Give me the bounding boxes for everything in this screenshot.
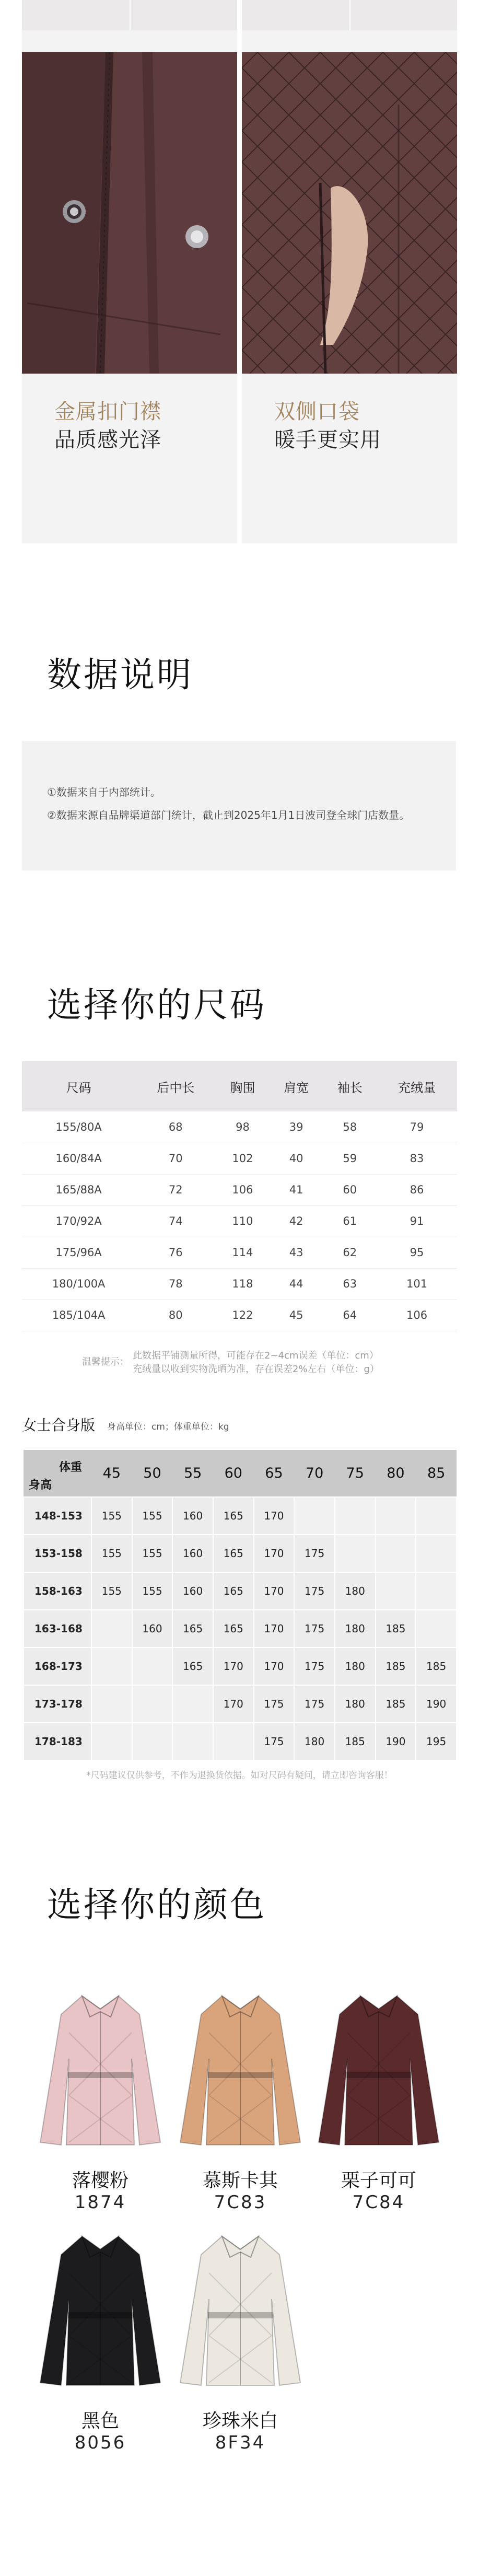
fit-size-cell: 170: [254, 1610, 295, 1647]
fit-size-cell: 180: [335, 1685, 376, 1723]
fit-weight-header: 60: [213, 1450, 254, 1497]
size-table-cell: 79: [377, 1111, 457, 1143]
size-table-row: [22, 1143, 457, 1174]
feature-subtitle: 品质感光泽: [54, 428, 161, 452]
size-table-cell: 160/84A: [22, 1143, 135, 1174]
fit-size-cell: [91, 1610, 132, 1647]
fit-size-cell: [335, 1497, 376, 1535]
fit-size-cell: [132, 1723, 173, 1760]
size-table-cell: 110: [216, 1205, 270, 1237]
size-table-cell: 106: [216, 1174, 270, 1205]
color-swatch-jacket[interactable]: [32, 2226, 168, 2393]
fit-size-cell: 190: [376, 1723, 416, 1760]
fit-size-cell: [294, 1497, 335, 1535]
size-table-cell: 180/100A: [22, 1268, 135, 1299]
size-table-cell: 58: [323, 1111, 377, 1143]
fit-size-cell: [132, 1685, 173, 1723]
fit-table-header: [24, 1450, 457, 1497]
size-table-cell: 185/104A: [22, 1299, 135, 1331]
fit-size-cell: 170: [254, 1535, 295, 1572]
color-code: 1874: [74, 2192, 126, 2213]
size-table-cell: 91: [377, 1205, 457, 1237]
fit-table-row: [24, 1497, 457, 1535]
fit-height-cell: 158-163: [24, 1572, 91, 1610]
fit-height-cell: 153-158: [24, 1535, 91, 1572]
size-header-cell: 充绒量: [377, 1061, 457, 1111]
fit-size-cell: [376, 1497, 416, 1535]
fit-height-cell: 173-178: [24, 1685, 91, 1723]
fit-size-cell: 155: [132, 1535, 173, 1572]
color-name: 黑色: [81, 2410, 119, 2432]
fit-table-row: [24, 1685, 457, 1723]
size-table-cell: 42: [270, 1205, 323, 1237]
feature-subtitle: 暖手更实用: [274, 428, 381, 452]
fit-units: 身高单位：cm；体重单位：kg: [107, 1422, 229, 1432]
size-tip-line-1: 此数据平铺测量所得，可能存在2~4cm误差（单位：cm）: [133, 1350, 379, 1361]
data-section-title: 数据说明: [47, 655, 193, 695]
size-table-cell: 101: [377, 1268, 457, 1299]
fit-size-cell: 175: [294, 1685, 335, 1723]
jacket-image: [32, 2226, 168, 2393]
fit-height-cell: 168-173: [24, 1647, 91, 1685]
fit-size-cell: [91, 1647, 132, 1685]
fit-size-cell: 165: [213, 1572, 254, 1610]
size-table-cell: 122: [216, 1299, 270, 1331]
fit-size-cell: 180: [335, 1647, 376, 1685]
size-table-row: [22, 1237, 457, 1268]
size-table-cell: 60: [323, 1174, 377, 1205]
fit-size-cell: 180: [335, 1610, 376, 1647]
size-table-cell: 98: [216, 1111, 270, 1143]
fit-size-cell: 160: [172, 1535, 213, 1572]
size-table-cell: 39: [270, 1111, 323, 1143]
color-name: 落樱粉: [72, 2170, 128, 2191]
fit-size-cell: [416, 1572, 457, 1610]
size-table-cell: 106: [377, 1299, 457, 1331]
feature-photo-pockets: [242, 52, 457, 374]
size-table-cell: 62: [323, 1237, 377, 1268]
size-table-cell: 74: [135, 1205, 216, 1237]
size-tip-label: 温馨提示：: [82, 1356, 129, 1367]
fit-size-cell: 185: [376, 1685, 416, 1723]
fit-size-cell: 175: [294, 1572, 335, 1610]
size-table-cell: 64: [323, 1299, 377, 1331]
color-swatch-jacket[interactable]: [172, 1986, 308, 2153]
fit-table: [23, 1450, 457, 1761]
feature-title: 金属扣门襟: [54, 400, 161, 424]
corner-weight-label: 体重: [59, 1461, 83, 1474]
size-table-cell: 72: [135, 1174, 216, 1205]
size-table-row: [22, 1205, 457, 1237]
size-table-cell: 175/96A: [22, 1237, 135, 1268]
fit-size-cell: 175: [294, 1647, 335, 1685]
feature-card-top: [242, 0, 457, 30]
fit-size-cell: 155: [132, 1497, 173, 1535]
fit-corner-cell: [24, 1450, 91, 1497]
size-table-row: [22, 1174, 457, 1205]
fit-size-cell: [172, 1685, 213, 1723]
fit-size-cell: 170: [213, 1685, 254, 1723]
fit-size-cell: [91, 1685, 132, 1723]
fit-size-cell: [416, 1535, 457, 1572]
fit-title: 女士合身版: [22, 1417, 96, 1434]
feature-card-top: [22, 0, 237, 30]
feature-card-buttons: [22, 0, 237, 543]
feature-card-pockets: [242, 0, 457, 543]
fit-size-cell: 175: [254, 1685, 295, 1723]
fit-size-cell: 165: [213, 1535, 254, 1572]
color-code: 7C83: [214, 2192, 267, 2213]
fit-size-cell: [132, 1647, 173, 1685]
feature-photo-buttons: [22, 52, 237, 374]
jacket-image: [311, 1986, 447, 2153]
jacket-image: [32, 1986, 168, 2153]
size-table-row: [22, 1299, 457, 1331]
size-section-title: 选择你的尺码: [47, 985, 266, 1025]
fit-size-cell: 190: [416, 1685, 457, 1723]
size-header-cell: 尺码: [22, 1061, 135, 1111]
size-table-cell: 63: [323, 1268, 377, 1299]
color-name: 珍珠米白: [202, 2410, 278, 2432]
fit-size-cell: 185: [416, 1647, 457, 1685]
fit-size-cell: 170: [213, 1647, 254, 1685]
fit-weight-header: 75: [335, 1450, 376, 1497]
fit-weight-header: 45: [91, 1450, 132, 1497]
fit-weight-header: 50: [132, 1450, 173, 1497]
size-header-cell: 肩宽: [270, 1061, 323, 1111]
fit-table-row: [24, 1572, 457, 1610]
size-table-cell: 40: [270, 1143, 323, 1174]
size-table-cell: 45: [270, 1299, 323, 1331]
fit-size-cell: [416, 1497, 457, 1535]
fit-size-cell: [416, 1610, 457, 1647]
fit-size-cell: 180: [294, 1723, 335, 1760]
color-code: 8F34: [215, 2432, 266, 2453]
color-name: 慕斯卡其: [202, 2170, 278, 2191]
fit-size-cell: [213, 1723, 254, 1760]
size-table-cell: 86: [377, 1174, 457, 1205]
fit-weight-header: 70: [294, 1450, 335, 1497]
fit-size-cell: 165: [213, 1610, 254, 1647]
color-swatch-jacket[interactable]: [311, 1986, 447, 2153]
size-header-cell: 袖长: [323, 1061, 377, 1111]
data-info-box: [22, 741, 456, 871]
size-table-cell: 80: [135, 1299, 216, 1331]
fit-size-cell: 175: [254, 1723, 295, 1760]
size-table-cell: 68: [135, 1111, 216, 1143]
fit-size-cell: 155: [91, 1497, 132, 1535]
fit-size-cell: 155: [91, 1572, 132, 1610]
size-tip-line-2: 充绒量以收到实物洗晒为准，存在误差2%左右（单位：g）: [133, 1364, 379, 1375]
fit-size-cell: 170: [254, 1647, 295, 1685]
feature-title: 双侧口袋: [274, 400, 360, 424]
fit-size-cell: 185: [376, 1610, 416, 1647]
corner-height-label: 身高: [29, 1479, 52, 1492]
size-table-cell: 170/92A: [22, 1205, 135, 1237]
fit-height-cell: 163-168: [24, 1610, 91, 1647]
size-table-cell: 95: [377, 1237, 457, 1268]
fit-size-cell: 160: [132, 1610, 173, 1647]
size-table-cell: 76: [135, 1237, 216, 1268]
color-name: 栗子可可: [341, 2170, 416, 2191]
fit-size-cell: 170: [254, 1572, 295, 1610]
fit-height-cell: 178-183: [24, 1723, 91, 1760]
fit-size-cell: 160: [172, 1497, 213, 1535]
fit-size-cell: 165: [213, 1497, 254, 1535]
size-header-cell: 胸围: [216, 1061, 270, 1111]
size-table-cell: 114: [216, 1237, 270, 1268]
size-table-row: [22, 1268, 457, 1299]
size-table-cell: 59: [323, 1143, 377, 1174]
fit-weight-header: 65: [254, 1450, 295, 1497]
fit-size-cell: 185: [335, 1723, 376, 1760]
size-table-cell: 78: [135, 1268, 216, 1299]
fit-size-cell: [172, 1723, 213, 1760]
fit-weight-header: 55: [172, 1450, 213, 1497]
fit-size-cell: 195: [416, 1723, 457, 1760]
size-table-cell: 165/88A: [22, 1174, 135, 1205]
size-table-cell: 83: [377, 1143, 457, 1174]
fit-size-cell: 170: [254, 1497, 295, 1535]
color-section-title: 选择你的颜色: [47, 1885, 266, 1925]
size-table-row: [22, 1111, 457, 1143]
color-swatch-jacket[interactable]: [32, 1986, 168, 2153]
color-code: 8056: [74, 2432, 126, 2453]
fit-table-row: [24, 1647, 457, 1685]
fit-footnote: *尺码建议仅供参考，不作为退换货依据。如对尺码有疑问，请立即咨询客服！: [86, 1770, 393, 1781]
size-table-cell: 43: [270, 1237, 323, 1268]
size-table-header: [22, 1061, 457, 1111]
fit-size-cell: [335, 1535, 376, 1572]
data-line-1: ①数据来自于内部统计。: [47, 786, 161, 798]
size-table-cell: 102: [216, 1143, 270, 1174]
size-table-cell: 155/80A: [22, 1111, 135, 1143]
size-table-cell: 44: [270, 1268, 323, 1299]
fit-size-cell: 160: [172, 1572, 213, 1610]
data-line-2: ②数据来源自品牌渠道部门统计，截止到2025年1月1日波司登全球门店数量。: [47, 809, 410, 821]
fit-size-cell: 185: [376, 1647, 416, 1685]
color-code: 7C84: [352, 2192, 405, 2213]
fit-size-cell: [376, 1572, 416, 1610]
fit-height-cell: 148-153: [24, 1497, 91, 1535]
fit-weight-header: 85: [416, 1450, 457, 1497]
fit-size-cell: 180: [335, 1572, 376, 1610]
fit-size-cell: 155: [132, 1572, 173, 1610]
fit-size-cell: 155: [91, 1535, 132, 1572]
size-table-cell: 41: [270, 1174, 323, 1205]
fit-size-cell: [91, 1723, 132, 1760]
fit-size-cell: [376, 1535, 416, 1572]
fit-table-row: [24, 1535, 457, 1572]
jacket-image: [172, 1986, 308, 2153]
jacket-image: [172, 2226, 308, 2393]
fit-table-row: [24, 1723, 457, 1760]
fit-size-cell: 165: [172, 1610, 213, 1647]
fit-size-cell: 175: [294, 1535, 335, 1572]
size-table-cell: 118: [216, 1268, 270, 1299]
fit-size-cell: 165: [172, 1647, 213, 1685]
size-table: [22, 1061, 457, 1331]
size-header-cell: 后中长: [135, 1061, 216, 1111]
fit-weight-header: 80: [376, 1450, 416, 1497]
size-table-cell: 70: [135, 1143, 216, 1174]
color-swatch-jacket[interactable]: [172, 2226, 308, 2393]
size-table-cell: 61: [323, 1205, 377, 1237]
fit-table-row: [24, 1610, 457, 1647]
fit-size-cell: 175: [294, 1610, 335, 1647]
